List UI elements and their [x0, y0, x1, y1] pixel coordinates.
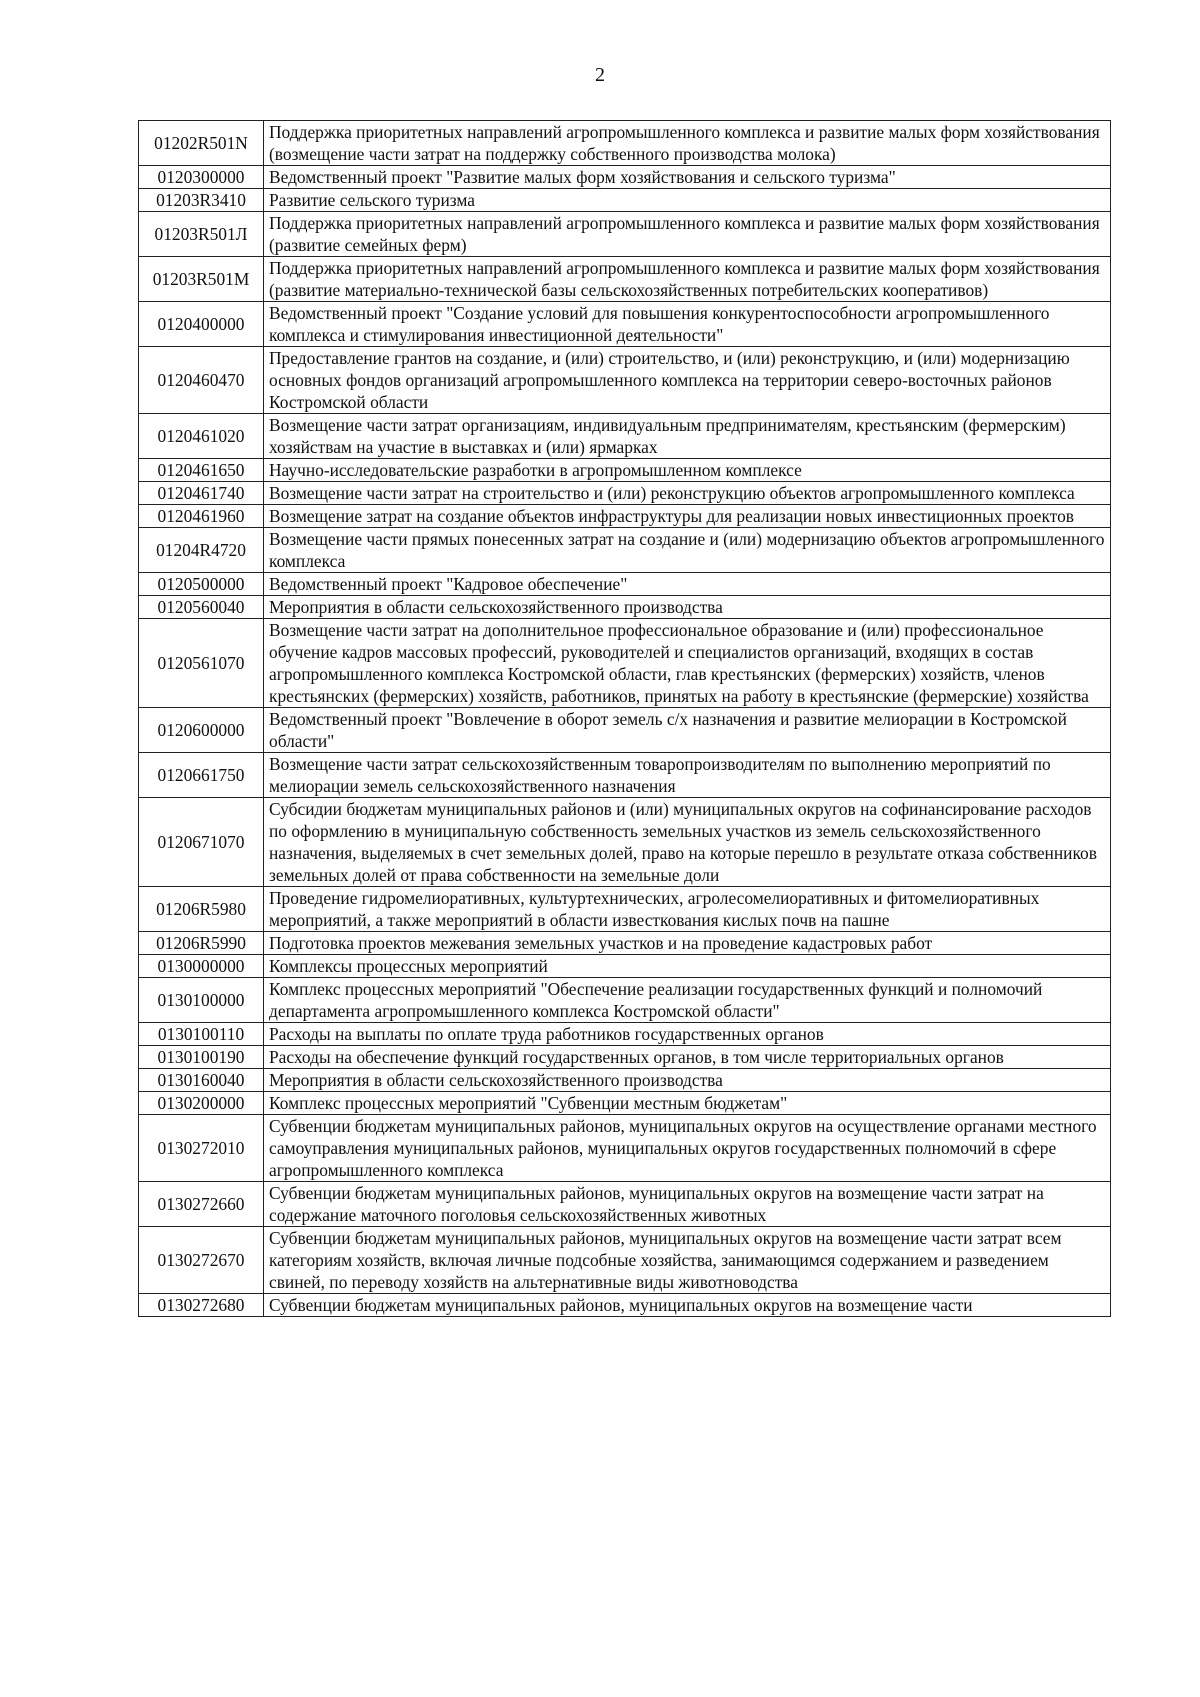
row-code: 0120600000: [139, 708, 264, 753]
table-body: [139, 121, 1111, 1317]
table-row: [139, 932, 1111, 955]
row-code: 0120461960: [139, 505, 264, 528]
row-code: 01206R5980: [139, 887, 264, 932]
table-row: [139, 505, 1111, 528]
row-description: Возмещение части затрат сельскохозяйственным товаропроизводителям по выполнению мероприятий по мелиорации земель сельскохозяйственного назначения: [264, 753, 1111, 798]
row-description: Субсидии бюджетам муниципальных районов и (или) муниципальных округов на софинансирование расходов по оформлению в муниципальную собственность земельных участков из земель сельскохозяйственного назначения, выделяемых в счет земельных долей, право на которые перешло в результате отказа собственников земельных долей от права собственности на земельные доли: [264, 798, 1111, 887]
row-description: Субвенции бюджетам муниципальных районов, муниципальных округов на возмещение части: [264, 1294, 1111, 1317]
table-row: [139, 1069, 1111, 1092]
row-code: 0130100000: [139, 978, 264, 1023]
budget-code-table: [138, 120, 1111, 1317]
row-code: 01203R3410: [139, 189, 264, 212]
row-description: Комплексы процессных мероприятий: [264, 955, 1111, 978]
table-row: [139, 347, 1111, 414]
row-code: 0120560040: [139, 596, 264, 619]
table-row: [139, 1294, 1111, 1317]
row-code: 01203R501M: [139, 257, 264, 302]
row-code: 0120671070: [139, 798, 264, 887]
table-row: [139, 482, 1111, 505]
row-description: Комплекс процессных мероприятий "Обеспечение реализации государственных функций и полномочий департамента агропромышленного комплекса Костромской области": [264, 978, 1111, 1023]
row-description: Субвенции бюджетам муниципальных районов, муниципальных округов на возмещение части затрат на содержание маточного поголовья сельскохозяйственных животных: [264, 1182, 1111, 1227]
table-row: [139, 212, 1111, 257]
table-row: [139, 798, 1111, 887]
table-row: [139, 955, 1111, 978]
row-code: 0130200000: [139, 1092, 264, 1115]
row-code: 0120300000: [139, 166, 264, 189]
row-code: 0130272670: [139, 1227, 264, 1294]
table-row: [139, 302, 1111, 347]
row-code: 0130160040: [139, 1069, 264, 1092]
row-description: Возмещение части затрат на дополнительное профессиональное образование и (или) профессиональное обучение кадров массовых профессий, руководителей и специалистов организаций, входящих в состав агропромышленного комплекса Костромской области, глав крестьянских (фермерских) хозяйств, членов крестьянских (фермерских) хозяйств, работников, принятых на работу в крестьянские (фермерские) хозяйства: [264, 619, 1111, 708]
page-number: 2: [595, 64, 605, 86]
row-code: 0120461650: [139, 459, 264, 482]
table-row: [139, 1227, 1111, 1294]
row-description: Возмещение части затрат организациям, индивидуальным предпринимателям, крестьянским (фермерским) хозяйствам на участие в выставках и (или) ярмарках: [264, 414, 1111, 459]
table-row: [139, 1046, 1111, 1069]
row-code: 0120661750: [139, 753, 264, 798]
row-description: Расходы на обеспечение функций государственных органов, в том числе территориальных органов: [264, 1046, 1111, 1069]
row-description: Поддержка приоритетных направлений агропромышленного комплекса и развитие малых форм хозяйствования (развитие материально-технической базы сельскохозяйственных потребительских кооперативов): [264, 257, 1111, 302]
row-description: Возмещение затрат на создание объектов инфраструктуры для реализации новых инвестиционных проектов: [264, 505, 1111, 528]
table-row: [139, 573, 1111, 596]
table-row: [139, 887, 1111, 932]
table-row: [139, 1023, 1111, 1046]
row-code: 01202R501N: [139, 121, 264, 166]
row-description: Проведение гидромелиоративных, культуртехнических, агролесомелиоративных и фитомелиоративных мероприятий, а также мероприятий в области известкования кислых почв на пашне: [264, 887, 1111, 932]
row-description: Мероприятия в области сельскохозяйственного производства: [264, 1069, 1111, 1092]
table-row: [139, 1182, 1111, 1227]
row-code: 0120500000: [139, 573, 264, 596]
row-description: Комплекс процессных мероприятий "Субвенции местным бюджетам": [264, 1092, 1111, 1115]
row-code: 01204R4720: [139, 528, 264, 573]
row-description: Субвенции бюджетам муниципальных районов, муниципальных округов на осуществление органами местного самоуправления муниципальных районов, муниципальных округов государственных полномочий в сфере агропромышленного комплекса: [264, 1115, 1111, 1182]
row-code: 0120400000: [139, 302, 264, 347]
table-row: [139, 189, 1111, 212]
row-description: Поддержка приоритетных направлений агропромышленного комплекса и развитие малых форм хозяйствования (возмещение части затрат на поддержку собственного производства молока): [264, 121, 1111, 166]
table-row: [139, 1115, 1111, 1182]
table-row: [139, 596, 1111, 619]
table-row: [139, 528, 1111, 573]
table-row: [139, 1092, 1111, 1115]
row-code: 0130272660: [139, 1182, 264, 1227]
row-code: 01203R501Л: [139, 212, 264, 257]
row-description: Расходы на выплаты по оплате труда работников государственных органов: [264, 1023, 1111, 1046]
row-code: 0130272680: [139, 1294, 264, 1317]
row-description: Ведомственный проект "Создание условий для повышения конкурентоспособности агропромышленного комплекса и стимулирования инвестиционной деятельности": [264, 302, 1111, 347]
table-row: [139, 619, 1111, 708]
row-code: 0130100190: [139, 1046, 264, 1069]
row-description: Возмещение части затрат на строительство и (или) реконструкцию объектов агропромышленного комплекса: [264, 482, 1111, 505]
table-row: [139, 414, 1111, 459]
table-row: [139, 257, 1111, 302]
row-description: Предоставление грантов на создание, и (или) строительство, и (или) реконструкцию, и (или) модернизацию основных фондов организаций агропромышленного комплекса на территории северо-восточных районов Костромской области: [264, 347, 1111, 414]
table-row: [139, 121, 1111, 166]
row-description: Ведомственный проект "Кадровое обеспечение": [264, 573, 1111, 596]
table-row: [139, 166, 1111, 189]
row-code: 0120461740: [139, 482, 264, 505]
row-description: Мероприятия в области сельскохозяйственного производства: [264, 596, 1111, 619]
row-code: 0120461020: [139, 414, 264, 459]
row-description: Ведомственный проект "Развитие малых форм хозяйствования и сельского туризма": [264, 166, 1111, 189]
row-description: Возмещение части прямых понесенных затрат на создание и (или) модернизацию объектов агропромышленного комплекса: [264, 528, 1111, 573]
table-row: [139, 708, 1111, 753]
row-description: Научно-исследовательские разработки в агропромышленном комплексе: [264, 459, 1111, 482]
row-code: 0120561070: [139, 619, 264, 708]
row-description: Ведомственный проект "Вовлечение в оборот земель с/х назначения и развитие мелиорации в Костромской области": [264, 708, 1111, 753]
table-row: [139, 978, 1111, 1023]
row-description: Подготовка проектов межевания земельных участков и на проведение кадастровых работ: [264, 932, 1111, 955]
row-code: 0130100110: [139, 1023, 264, 1046]
row-description: Поддержка приоритетных направлений агропромышленного комплекса и развитие малых форм хозяйствования (развитие семейных ферм): [264, 212, 1111, 257]
row-description: Субвенции бюджетам муниципальных районов, муниципальных округов на возмещение части затрат всем категориям хозяйств, включая личные подсобные хозяйства, занимающимся содержанием и разведением свиней, по переводу хозяйств на альтернативные виды животноводства: [264, 1227, 1111, 1294]
table-row: [139, 753, 1111, 798]
row-code: 0130272010: [139, 1115, 264, 1182]
row-code: 0120460470: [139, 347, 264, 414]
row-description: Развитие сельского туризма: [264, 189, 1111, 212]
row-code: 01206R5990: [139, 932, 264, 955]
table-row: [139, 459, 1111, 482]
row-code: 0130000000: [139, 955, 264, 978]
